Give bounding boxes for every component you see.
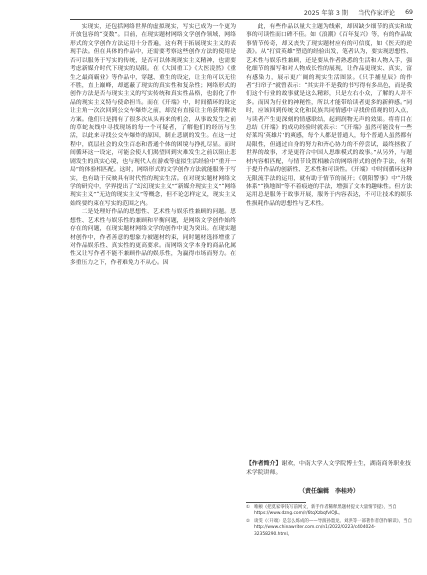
paragraph: 二是处理好作品的思想性、艺术性与娱乐性兼顾的问题。思想性、艺术性与娱乐性的兼顾和平衡问题，是网络文学创作始终存在的问题，在现实题材网络文学的创作中更为突出。在现实题材创作中，作者善意的想象力被题材约束，同时题材选择增重了对作品娱乐性、真实性的更高要求。而网络文学本身的商品化属性又让写作者不能不兼顾作品的娱乐性，为赢得市场而努力。在多重压力之下，作者难免力不从心。因 [70, 209, 236, 266]
footnote-number: ① [246, 505, 250, 510]
footnote-text: 谈雯《〈开端〉是怎么炼成的——导演孙墨龙、刘洪等一部著作者创作解读》，当自http://www.chinawriter.com.cn/n1/2022/0223/c404024-32358290.html。 [253, 519, 412, 537]
page-number: 69 [405, 8, 413, 16]
footnote [246, 519, 412, 538]
issue-label: 2025 年第 3 期 [303, 9, 348, 17]
footnote [246, 505, 412, 518]
header-rule [70, 19, 413, 20]
footnote-text: 唯额《把莫家零钱写前网文，新手作者稀释黑题材提文大量情节提》，当自https://www.dzng.com/r/6tqXzbqfvlOJL。 [253, 505, 397, 517]
left-column [70, 23, 236, 543]
author-info-label: 【作者简介】 [246, 461, 282, 467]
right-column [246, 23, 412, 461]
paragraph: 此，有些作品以量大主题为线索，却因缺少细节的真实和故事的可读性而口碑不佳。如《浪潮》《百年复兴》等，有的作品故事情节传奇，却又丧失了现实题材应有的可信度，如《医天的逆袭》。从“打赏英雄”塑造的经验出发，笔者认为，要实现思想性、艺术性与娱乐性兼顾，还是要从作者熟悉的生活和人物入手，强化细节的描写和对人物成长性的展现，让作品更现实、真实，富有感染力，展示更广阔的现实生活图景。《只手捕星辰》的作者“扫帘子”就曾表示：“其实并不是我的书写得有多出色，而是我们这个行业的故事就是这么精彩，只是左右小众，了解的人并不多。而因为行业的神秘性，所以才能带给读者更多的新鲜感。”同时，应该回到传统文化和民族共同情感中寻找价值观的切入点，与读者产生更深刻的情感联结，起到润物无声的效果。将将目在总结《开端》的成功经验时就表示：“《开端》虽然可能没有一些好莱坞‘英雄片’的爽感，每个人都是普通人，每个普通人虽然都有局限性，但通过自身的努力和齐心协力的不停尝试，最终拯救了世界的故事，才是更符合中国人思维模式的故事。”从另外，与题材内容相匹配，与情节设置相融合的网络形式的创作手法，有利于提升作品的创新性、艺术性和可读性。《开端》中时间循环这种无限流手法的运用，就有助于情节的展开；《朝阳警事》中“升级体系”“换地图”等不着痕迹的手法，增强了文本的趣味性。但方法运用总是服务于故事开展，服务于内容表达，不可让技术的娱乐性损耗作品的思想性与艺术性。 [246, 24, 412, 207]
author-info-text: 谢欢，中南大学人文学院博士生，湖南商务职业技术学院讲师。 [246, 461, 411, 476]
paragraph: 实现实，还包括网络世界的虚拟现实，写实已成为一个更为开放包容的“变数”。目前，在现实题材网络文学创作领域，网络形式的文学创作方法运用十分普遍，这有利于拓展现实主义的表现手法。但在具体的作品中，还需要考察这些创作方法的使用是否可以服务于写实的传统，是否可以体现现实主义精神，也需要考虑新媒介时代下现实的局限。在《大国重工》《大医凌然》《重生之最商霸业》等作品中，穿越、重生的设定，让主角可以无往不胜，直上巅峰，却遮蔽了现实的真实性和复杂性；网络形式的创作方法是否与现实主义的写实传统和真实性品格，也弱化了作品的现实主义特与使命担当。而在《开端》中，时间循环的设定让主角一次次回到公交车爆炸之前，却没有直接让主角获得解决方案。他们只是拥有了很多次从头再来的机会，从事故发生之前的草蛇灰线中寻找现场的每一个可疑者，了解他们的经历与生活，以此来寻找公交车爆炸的原因，制止悲剧的发生。在这一过程中，底层社会的众生百态和普通个体的困境与挣扎尽显。而时间循环这一设定，可能会使人们渴望回到灾难发生之前以阻止悲剧发生的真实心境，也与现代人在游戏等虚拟生活经验中“重开一局”的体验相匹配。这时，网络形式的文学创作方法就能服务于写实，也有助于反映具有时代性的现实生活。在对现实题材网络文学的研究中，学界提出了“幻幻现实主义”“新媒介现实主义”“网络现实主义”“无边的现实主义”等概念，但不论怎样定义，现实主义始终要约束在写实的范围之内。 [70, 24, 236, 207]
responsible-editor: （责任编辑 李桂玲） [298, 488, 359, 495]
journal-title: 当代作家评论 [358, 9, 396, 17]
footnote-number: ② [246, 519, 250, 525]
footnotes [246, 505, 412, 540]
footnote-rule [246, 502, 306, 503]
author-info [246, 460, 412, 478]
page-header [70, 6, 413, 18]
